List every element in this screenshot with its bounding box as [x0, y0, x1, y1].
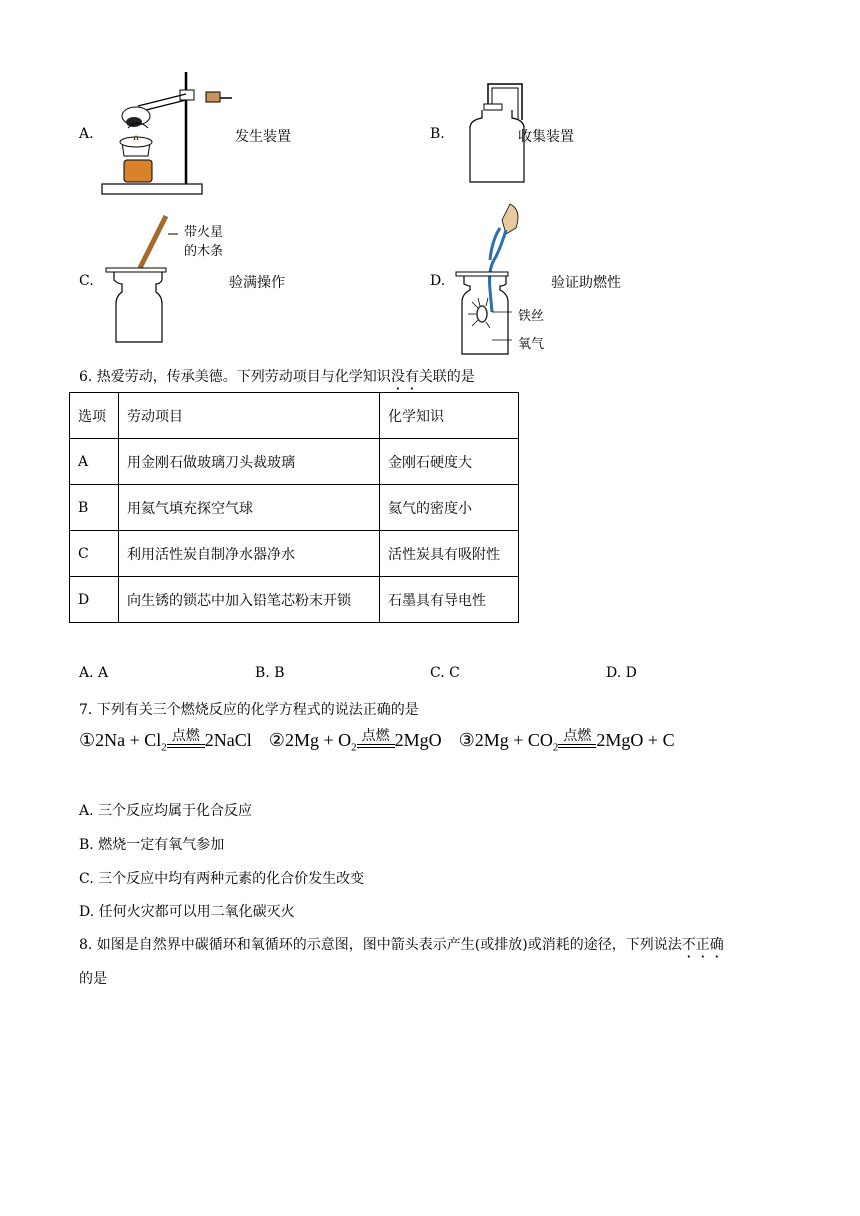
- equations-line: [79, 728, 675, 754]
- row-d-knowledge: 石墨具有导电性: [380, 577, 519, 623]
- eq2: ②2Mg + $O_2$ 点燃 2MgO: [268, 728, 442, 754]
- option-b-caption: 收集装置: [518, 129, 574, 145]
- option-b-letter: B.: [430, 126, 445, 142]
- header-option: 选项: [70, 393, 119, 439]
- eq1: ①2Na + $Cl_2$ 点燃 2NaCl: [79, 728, 252, 754]
- header-labor-project: 劳动项目: [119, 393, 380, 439]
- row-d-option: D: [70, 577, 119, 623]
- row-b-project: 用氦气填充探空气球: [119, 485, 380, 531]
- splint-label-line2: 的木条: [184, 244, 224, 259]
- q7-option-a[interactable]: A. 三个反应均属于化合反应: [79, 803, 253, 819]
- question-8-stem-line2: 的是: [79, 971, 107, 987]
- q7-option-d[interactable]: D. 任何火灾都可以用二氧化碳灭火: [79, 904, 295, 920]
- oxygen-label: 氧气: [518, 337, 545, 352]
- table-row: [70, 531, 519, 577]
- option-a-caption: 发生装置: [235, 129, 291, 145]
- question-7-stem: 7. 下列有关三个燃烧反应的化学方程式的说法正确的是: [79, 702, 419, 718]
- row-b-option: B: [70, 485, 119, 531]
- row-c-project: 利用活性炭自制净水器净水: [119, 531, 380, 577]
- table-row: [70, 577, 519, 623]
- option-a-letter: A.: [79, 126, 94, 142]
- q6-answer-d[interactable]: D. D: [606, 665, 637, 681]
- table-row: [70, 439, 519, 485]
- table-header-row: [70, 393, 519, 439]
- row-c-option: C: [70, 531, 119, 577]
- q7-option-c[interactable]: C. 三个反应中均有两种元素的化合价发生改变: [79, 871, 365, 887]
- row-c-knowledge: 活性炭具有吸附性: [380, 531, 519, 577]
- option-c-letter: C.: [79, 273, 94, 289]
- option-c-caption: 验满操作: [229, 275, 285, 291]
- q6-answer-a[interactable]: A. A: [79, 665, 109, 681]
- question-8-stem: 8. 如图是自然界中碳循环和氧循环的示意图，图中箭头表示产生(或排放)或消耗的途径，下列说法不正确: [79, 937, 724, 953]
- option-d-letter: D.: [430, 273, 446, 289]
- question-6-stem: 6. 热爱劳动，传承美德。下列劳动项目与化学知识没有关联的是: [79, 369, 475, 385]
- q6-answer-c[interactable]: C. C: [430, 665, 460, 681]
- row-d-project: 向生锈的锁芯中加入铅笔芯粉末开锁: [119, 577, 380, 623]
- header-chem-knowledge: 化学知识: [380, 393, 519, 439]
- row-a-knowledge: 金刚石硬度大: [380, 439, 519, 485]
- generation-apparatus-figure: [98, 68, 238, 198]
- row-a-project: 用金刚石做玻璃刀头裁玻璃: [119, 439, 380, 485]
- question-6-table: [69, 392, 519, 623]
- row-a-option: A: [70, 439, 119, 485]
- iron-wire-label: 铁丝: [518, 309, 545, 324]
- row-b-knowledge: 氦气的密度小: [380, 485, 519, 531]
- table-row: [70, 485, 519, 531]
- eq3: ③2Mg + $CO_2$ 点燃 2MgO + C: [458, 728, 675, 754]
- splint-label-line1: 带火星: [184, 225, 224, 240]
- option-d-caption: 验证助燃性: [551, 275, 621, 291]
- q6-answer-b[interactable]: B. B: [255, 665, 285, 681]
- q7-option-b[interactable]: B. 燃烧一定有氧气参加: [79, 837, 225, 853]
